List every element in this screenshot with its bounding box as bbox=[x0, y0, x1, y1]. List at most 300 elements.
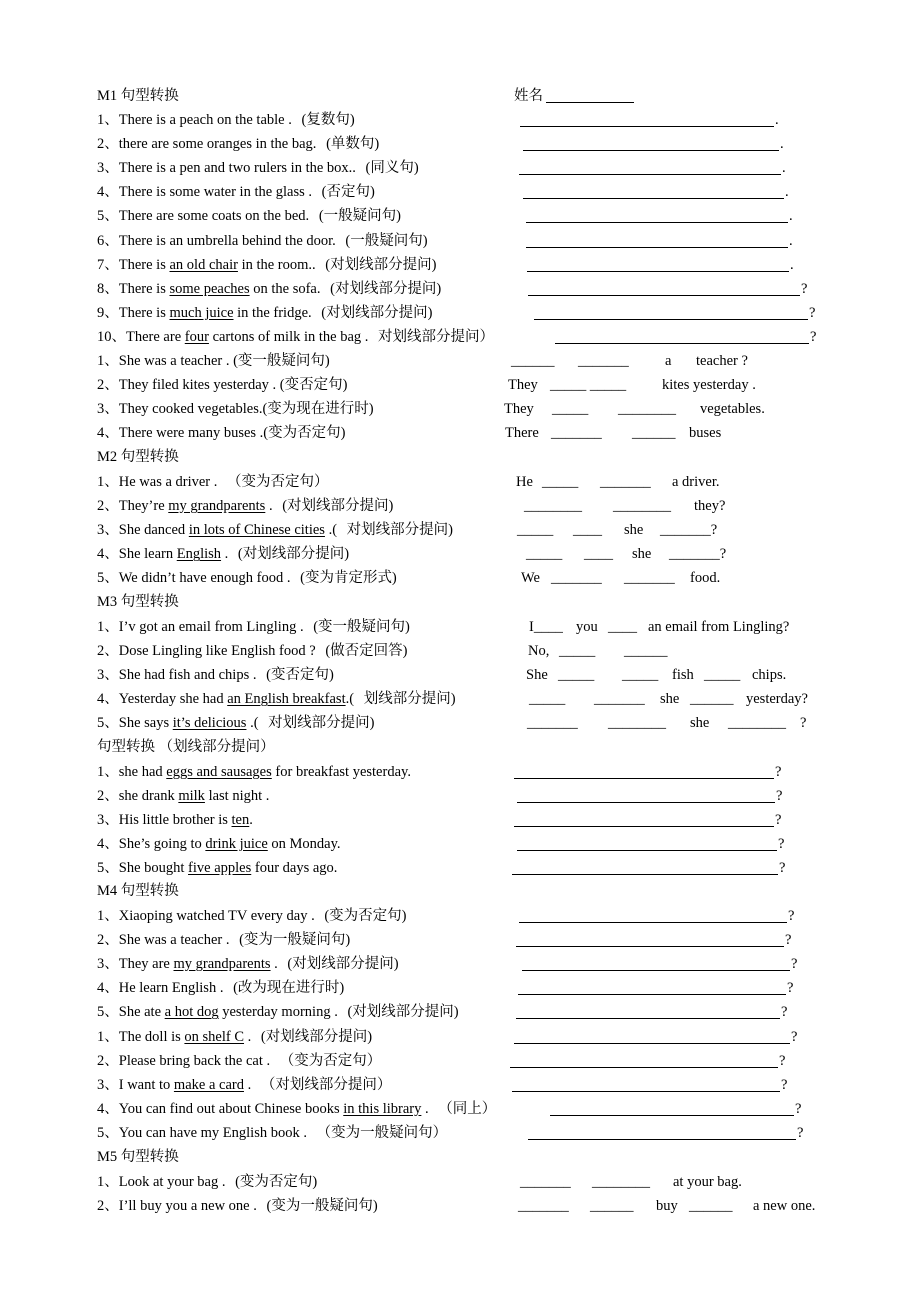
instruction-hint: 对划线部分提问) bbox=[343, 522, 453, 539]
question-text bbox=[97, 303, 432, 323]
answer-word: _____ _____ bbox=[550, 377, 627, 394]
line-end-punctuation: ? bbox=[791, 956, 798, 973]
instruction-hint: (变为否定句) bbox=[324, 908, 407, 924]
line-end-punctuation: ? bbox=[810, 328, 817, 345]
question-text bbox=[97, 544, 349, 564]
question-text bbox=[97, 496, 393, 516]
question-row bbox=[0, 1075, 920, 1099]
underlined-phrase: drink juice bbox=[205, 836, 268, 853]
section-title: M2 句型转换 bbox=[97, 449, 179, 465]
line-end-punctuation: . bbox=[775, 112, 779, 128]
sentence-text: He was a driver . bbox=[118, 474, 222, 490]
answer-word: a driver. bbox=[672, 474, 720, 490]
answer-word: He bbox=[516, 474, 533, 490]
underlined-phrase: ten bbox=[231, 812, 250, 829]
answer-word: food. bbox=[690, 570, 721, 587]
question-number: 2、 bbox=[97, 377, 119, 394]
sentence-text: She danced bbox=[118, 522, 189, 539]
answer-word: ____ bbox=[608, 619, 637, 635]
sentence-text: You can have my English book . bbox=[118, 1124, 307, 1141]
question-number: 4、 bbox=[97, 691, 119, 708]
line-end-punctuation: ? bbox=[809, 304, 816, 321]
question-text bbox=[97, 834, 341, 854]
answer-line[interactable] bbox=[516, 1018, 780, 1019]
sentence-text: They cooked vegetables.(变为现在进行时) bbox=[118, 401, 374, 418]
sentence-text: She’s going to bbox=[118, 836, 206, 853]
instruction-hint: (一般疑问句) bbox=[318, 208, 401, 225]
sentence-text: She ate bbox=[118, 1004, 165, 1021]
question-number: 4、 bbox=[97, 836, 119, 853]
question-text bbox=[97, 617, 410, 637]
question-row bbox=[0, 881, 920, 905]
question-text bbox=[97, 1027, 372, 1047]
answer-line[interactable] bbox=[514, 826, 774, 827]
sentence-text: for breakfast yesterday. bbox=[271, 764, 411, 780]
sentence-text: . bbox=[249, 812, 253, 829]
answer-word: she bbox=[632, 546, 652, 563]
sentence-text: There is some water in the glass . bbox=[118, 184, 316, 201]
question-row bbox=[0, 954, 920, 978]
sentence-text: .( bbox=[345, 691, 355, 708]
instruction-hint: （同上） bbox=[434, 1100, 497, 1117]
answer-word: they? bbox=[694, 498, 726, 515]
sentence-text: I’ll buy you a new one . bbox=[118, 1198, 261, 1215]
question-text bbox=[97, 1002, 459, 1022]
answer-line[interactable] bbox=[512, 874, 778, 875]
line-end-punctuation: . bbox=[780, 136, 784, 153]
question-text bbox=[97, 351, 330, 371]
question-row bbox=[0, 858, 920, 882]
sentence-text: There is a pen and two rulers in the box.. bbox=[118, 160, 356, 177]
question-number: 9、 bbox=[97, 304, 119, 321]
question-row bbox=[0, 255, 920, 279]
question-number: 1、 bbox=[97, 1174, 119, 1190]
sentence-text: on the sofa. bbox=[249, 280, 321, 297]
question-number: 5、 bbox=[97, 1124, 119, 1141]
question-text bbox=[97, 1099, 496, 1119]
line-end-punctuation: . bbox=[785, 184, 789, 201]
answer-line[interactable] bbox=[519, 174, 781, 175]
question-row bbox=[0, 1099, 920, 1123]
underlined-phrase: a hot dog bbox=[164, 1004, 219, 1021]
answer-word: _____ bbox=[559, 643, 596, 660]
question-row bbox=[0, 399, 920, 423]
sentence-text: She learn bbox=[118, 546, 177, 563]
question-number: 2、 bbox=[97, 498, 119, 515]
question-row bbox=[0, 231, 920, 255]
line-end-punctuation: ? bbox=[785, 932, 792, 949]
underlined-phrase: much juice bbox=[169, 304, 234, 321]
sentence-text: she drank bbox=[118, 788, 179, 805]
answer-word: teacher ? bbox=[696, 353, 748, 369]
line-end-punctuation: ? bbox=[791, 1028, 798, 1045]
question-text bbox=[97, 978, 344, 998]
question-number: 10、 bbox=[97, 328, 126, 345]
sentence-text: He learn English . bbox=[118, 980, 224, 997]
answer-line[interactable] bbox=[520, 126, 774, 127]
underlined-phrase: on shelf C bbox=[184, 1028, 245, 1045]
answer-word: ________ bbox=[728, 715, 786, 732]
instruction-hint: (单数句) bbox=[322, 136, 380, 153]
question-row bbox=[0, 327, 920, 351]
section-title: M4 句型转换 bbox=[97, 883, 179, 899]
question-row bbox=[0, 447, 920, 471]
instruction-hint: (变否定句) bbox=[266, 667, 334, 684]
line-end-punctuation: ? bbox=[781, 1004, 788, 1021]
section-title: M3 句型转换 bbox=[97, 594, 179, 610]
question-text bbox=[97, 375, 347, 395]
sentence-text: She had fish and chips . bbox=[118, 667, 261, 684]
answer-word: _____ bbox=[622, 667, 659, 684]
instruction-hint: （变为否定句） bbox=[276, 1052, 382, 1069]
sentence-text: . bbox=[243, 1076, 252, 1093]
answer-word: ______ bbox=[624, 643, 668, 660]
line-end-punctuation: ? bbox=[776, 788, 783, 805]
question-text bbox=[97, 786, 269, 806]
answer-word: ______ bbox=[511, 353, 555, 369]
answer-word: _______ bbox=[518, 1198, 569, 1215]
instruction-hint: (对划线部分提问) bbox=[257, 1028, 373, 1045]
question-row bbox=[0, 375, 920, 399]
sentence-text: Dose Lingling like English food ? bbox=[118, 643, 320, 660]
question-row bbox=[0, 1051, 920, 1075]
answer-line[interactable] bbox=[517, 850, 777, 851]
question-text bbox=[97, 1051, 381, 1071]
instruction-hint: （对划线部分提问） bbox=[257, 1076, 392, 1093]
question-row bbox=[0, 279, 920, 303]
sentence-text: She says bbox=[118, 715, 173, 732]
sentence-text: There is bbox=[118, 280, 170, 297]
instruction-hint: 对划线部分提问) bbox=[264, 715, 375, 732]
sentence-text: . bbox=[265, 498, 273, 515]
question-row bbox=[0, 86, 920, 110]
question-row bbox=[0, 665, 920, 689]
question-row bbox=[0, 617, 920, 641]
question-text bbox=[97, 1172, 317, 1192]
question-number: 3、 bbox=[97, 667, 119, 684]
question-text bbox=[97, 206, 401, 226]
sentence-text: yesterday morning . bbox=[218, 1004, 338, 1021]
instruction-hint: (同义句) bbox=[361, 160, 419, 177]
question-text bbox=[97, 279, 441, 299]
question-text bbox=[97, 906, 407, 926]
question-row bbox=[0, 158, 920, 182]
answer-line[interactable] bbox=[514, 1043, 790, 1044]
question-row bbox=[0, 303, 920, 327]
sentence-text: cartons of milk in the bag . bbox=[208, 328, 369, 345]
instruction-hint: (一般疑问句) bbox=[345, 232, 428, 249]
question-number: 1、 bbox=[97, 908, 119, 924]
question-text bbox=[97, 689, 456, 709]
question-row bbox=[0, 1196, 920, 1220]
answer-word: vegetables. bbox=[700, 401, 765, 418]
sentence-text: Xiaoping watched TV every day . bbox=[118, 908, 319, 924]
question-number: 3、 bbox=[97, 160, 119, 177]
underlined-phrase: an old chair bbox=[169, 256, 238, 273]
sentence-text: on Monday. bbox=[267, 836, 341, 853]
instruction-hint: (变为一般疑问句) bbox=[266, 1198, 378, 1215]
sentence-text: There is bbox=[118, 304, 170, 321]
instruction-hint: (对划线部分提问) bbox=[237, 546, 350, 563]
sentence-text: .( bbox=[324, 522, 338, 539]
answer-word: _____ bbox=[704, 667, 741, 684]
sentence-text: She bought bbox=[118, 860, 189, 877]
question-text bbox=[97, 182, 375, 202]
question-text bbox=[97, 954, 399, 974]
answer-line[interactable] bbox=[555, 343, 809, 344]
answer-word: an email from Lingling? bbox=[648, 619, 790, 635]
answer-word: ______ bbox=[689, 1198, 733, 1215]
sentence-text: There are some coats on the bed. bbox=[118, 208, 313, 225]
instruction-hint: (改为现在进行时) bbox=[229, 980, 345, 997]
question-text bbox=[97, 520, 453, 540]
question-number: 5、 bbox=[97, 570, 119, 587]
instruction-hint: (变为否定句) bbox=[231, 1174, 318, 1190]
question-row bbox=[0, 762, 920, 786]
question-text bbox=[97, 930, 350, 950]
underlined-phrase: English bbox=[176, 546, 222, 563]
question-row bbox=[0, 472, 920, 496]
question-row bbox=[0, 713, 920, 737]
question-number: 6、 bbox=[97, 232, 119, 249]
answer-word: _______ bbox=[551, 570, 602, 587]
answer-word: _______ bbox=[594, 691, 645, 708]
line-end-punctuation: ? bbox=[788, 908, 795, 924]
question-number: 2、 bbox=[97, 788, 119, 805]
question-row bbox=[0, 544, 920, 568]
answer-word: They bbox=[508, 377, 538, 394]
question-text bbox=[97, 810, 253, 830]
instruction-hint: (做否定回答) bbox=[325, 643, 408, 660]
question-number: 4、 bbox=[97, 546, 119, 563]
question-number: 4、 bbox=[97, 1100, 119, 1117]
underlined-phrase: four bbox=[184, 328, 209, 345]
sentence-text: The doll is bbox=[118, 1028, 185, 1045]
question-row bbox=[0, 1123, 920, 1147]
answer-word: she bbox=[624, 522, 644, 539]
question-number: 3、 bbox=[97, 522, 119, 539]
question-row bbox=[0, 1172, 920, 1196]
answer-word: at your bag. bbox=[673, 1174, 742, 1190]
line-end-punctuation: ? bbox=[775, 764, 782, 780]
answer-line[interactable] bbox=[514, 778, 774, 779]
question-number: 5、 bbox=[97, 860, 119, 877]
question-text bbox=[97, 713, 375, 733]
question-text bbox=[97, 1196, 378, 1216]
question-row bbox=[0, 1027, 920, 1051]
answer-line[interactable] bbox=[526, 247, 788, 248]
answer-word: ______ bbox=[632, 425, 676, 442]
answer-word: buy bbox=[656, 1198, 678, 1215]
underlined-phrase: an English breakfast bbox=[227, 691, 346, 708]
answer-word: _____ bbox=[542, 474, 579, 490]
answer-line[interactable] bbox=[528, 1139, 796, 1140]
answer-word: kites yesterday . bbox=[662, 377, 756, 394]
answer-word: _______ bbox=[578, 353, 629, 369]
question-number: 2、 bbox=[97, 136, 119, 153]
answer-line[interactable] bbox=[512, 1091, 780, 1092]
answer-word: a bbox=[665, 353, 672, 369]
answer-line[interactable] bbox=[526, 222, 788, 223]
name-label: 姓名 bbox=[514, 88, 543, 104]
sentence-text: She was a teacher . bbox=[118, 932, 230, 949]
underlined-phrase: milk bbox=[178, 788, 205, 805]
answer-word: _____ bbox=[526, 546, 563, 563]
answer-word: ____ bbox=[573, 522, 602, 539]
answer-line[interactable] bbox=[510, 1067, 778, 1068]
sentence-text: We didn’t have enough food . bbox=[118, 570, 291, 587]
question-row bbox=[0, 834, 920, 858]
answer-word: I____ bbox=[529, 619, 563, 635]
section-title: 句型转换 （划线部分提问） bbox=[97, 739, 275, 755]
underlined-phrase: make a card bbox=[173, 1076, 244, 1093]
sentence-text: I want to bbox=[118, 1076, 174, 1093]
answer-word: yesterday? bbox=[746, 691, 808, 708]
question-row bbox=[0, 810, 920, 834]
instruction-hint: (对划线部分提问) bbox=[325, 256, 437, 273]
question-text bbox=[97, 858, 337, 878]
answer-word: ______ bbox=[590, 1198, 634, 1215]
instruction-hint: （变为否定句） bbox=[227, 474, 329, 490]
question-text bbox=[97, 762, 411, 782]
instruction-hint: (变为一般疑问句) bbox=[235, 932, 351, 949]
question-number: 2、 bbox=[97, 1052, 119, 1069]
answer-word: They bbox=[504, 401, 534, 418]
answer-line[interactable] bbox=[550, 1115, 794, 1116]
question-number: 2、 bbox=[97, 932, 119, 949]
question-number: 3、 bbox=[97, 1076, 119, 1093]
answer-word: _______ bbox=[600, 474, 651, 490]
underlined-phrase: some peaches bbox=[169, 280, 250, 297]
answer-word: _______ bbox=[551, 425, 602, 442]
question-number: 7、 bbox=[97, 256, 119, 273]
answer-word: buses bbox=[689, 425, 722, 442]
question-number: 3、 bbox=[97, 812, 119, 829]
section-title: M1 句型转换 bbox=[97, 88, 179, 104]
answer-word: _______? bbox=[669, 546, 727, 563]
line-end-punctuation: . bbox=[789, 232, 793, 249]
answer-word: She bbox=[526, 667, 548, 684]
instruction-hint: (对划线部分提问) bbox=[283, 956, 399, 973]
sentence-text: There are bbox=[126, 328, 185, 345]
sentence-text: They filed kites yesterday . (变否定句) bbox=[118, 377, 348, 394]
question-text bbox=[97, 134, 379, 154]
answer-line[interactable] bbox=[527, 271, 789, 272]
instruction-hint: (对划线部分提问) bbox=[326, 280, 442, 297]
question-row bbox=[0, 520, 920, 544]
sentence-text: Please bring back the cat . bbox=[118, 1052, 271, 1069]
question-number: 2、 bbox=[97, 1198, 119, 1215]
line-end-punctuation: ? bbox=[801, 280, 808, 297]
question-text bbox=[97, 327, 494, 347]
question-text bbox=[97, 399, 374, 419]
question-row bbox=[0, 496, 920, 520]
sentence-text: last night . bbox=[204, 788, 270, 805]
question-number: 5、 bbox=[97, 715, 119, 732]
question-text bbox=[97, 472, 329, 492]
answer-word: ________ bbox=[608, 715, 666, 732]
underlined-phrase: in lots of Chinese cities bbox=[188, 522, 325, 539]
answer-line[interactable] bbox=[518, 994, 786, 995]
line-end-punctuation: ? bbox=[787, 980, 794, 997]
answer-word: she bbox=[660, 691, 680, 708]
answer-word: _______ bbox=[527, 715, 578, 732]
sentence-text: They’re bbox=[118, 498, 169, 515]
answer-line[interactable] bbox=[534, 319, 808, 320]
answer-word: _____ bbox=[552, 401, 589, 418]
sentence-text: . bbox=[270, 956, 278, 973]
name-field[interactable] bbox=[546, 102, 634, 103]
answer-line[interactable] bbox=[523, 150, 779, 151]
question-text bbox=[97, 665, 334, 685]
answer-word: she bbox=[690, 715, 710, 732]
question-row bbox=[0, 978, 920, 1002]
answer-word: ________ bbox=[592, 1174, 650, 1190]
line-end-punctuation: ? bbox=[779, 860, 786, 877]
underlined-phrase: it’s delicious bbox=[172, 715, 247, 732]
instruction-hint: (变一般疑问句) bbox=[313, 619, 410, 635]
line-end-punctuation: . bbox=[789, 208, 793, 225]
sentence-text: She was a teacher . (变一般疑问句) bbox=[118, 353, 330, 369]
sentence-text: Yesterday she had bbox=[118, 691, 228, 708]
instruction-hint: 对划线部分提问） bbox=[374, 328, 495, 345]
answer-line[interactable] bbox=[519, 922, 787, 923]
question-number: 4、 bbox=[97, 184, 119, 201]
line-end-punctuation: ? bbox=[779, 1052, 786, 1069]
question-number: 1、 bbox=[97, 1028, 119, 1045]
underlined-phrase: eggs and sausages bbox=[166, 764, 272, 780]
answer-word: ________ bbox=[613, 498, 671, 515]
sentence-text: There were many buses .(变为否定句) bbox=[118, 425, 346, 442]
question-number: 5、 bbox=[97, 208, 119, 225]
question-row bbox=[0, 737, 920, 761]
question-number: 1、 bbox=[97, 353, 119, 369]
answer-word: _____ bbox=[529, 691, 566, 708]
instruction-hint: 划线部分提问) bbox=[360, 691, 456, 708]
question-number: 2、 bbox=[97, 643, 119, 660]
question-row bbox=[0, 351, 920, 375]
question-row bbox=[0, 592, 920, 616]
question-row bbox=[0, 689, 920, 713]
sentence-text: I’v got an email from Lingling . bbox=[118, 619, 308, 635]
answer-word: chips. bbox=[752, 667, 787, 684]
answer-word: ______ bbox=[690, 691, 734, 708]
question-number: 3、 bbox=[97, 956, 119, 973]
sentence-text: in the room.. bbox=[237, 256, 320, 273]
sentence-text: His little brother is bbox=[118, 812, 232, 829]
answer-line[interactable] bbox=[523, 198, 784, 199]
sentence-text: in the fridge. bbox=[233, 304, 312, 321]
sentence-text: . bbox=[221, 546, 232, 563]
underlined-phrase: my grandparents bbox=[173, 956, 271, 973]
question-row bbox=[0, 641, 920, 665]
question-row bbox=[0, 786, 920, 810]
question-text bbox=[97, 1075, 391, 1095]
question-row bbox=[0, 423, 920, 447]
answer-line[interactable] bbox=[528, 295, 800, 296]
answer-word: We bbox=[521, 570, 540, 587]
answer-line[interactable] bbox=[517, 802, 775, 803]
sentence-text: There is an umbrella behind the door. bbox=[118, 232, 340, 249]
answer-line[interactable] bbox=[516, 946, 784, 947]
sentence-text: .( bbox=[246, 715, 259, 732]
question-text bbox=[97, 641, 407, 661]
answer-line[interactable] bbox=[522, 970, 790, 971]
sentence-text: . bbox=[421, 1100, 429, 1117]
answer-word: a new one. bbox=[753, 1198, 816, 1215]
answer-word: ________ bbox=[524, 498, 582, 515]
answer-word: No, bbox=[528, 643, 550, 660]
